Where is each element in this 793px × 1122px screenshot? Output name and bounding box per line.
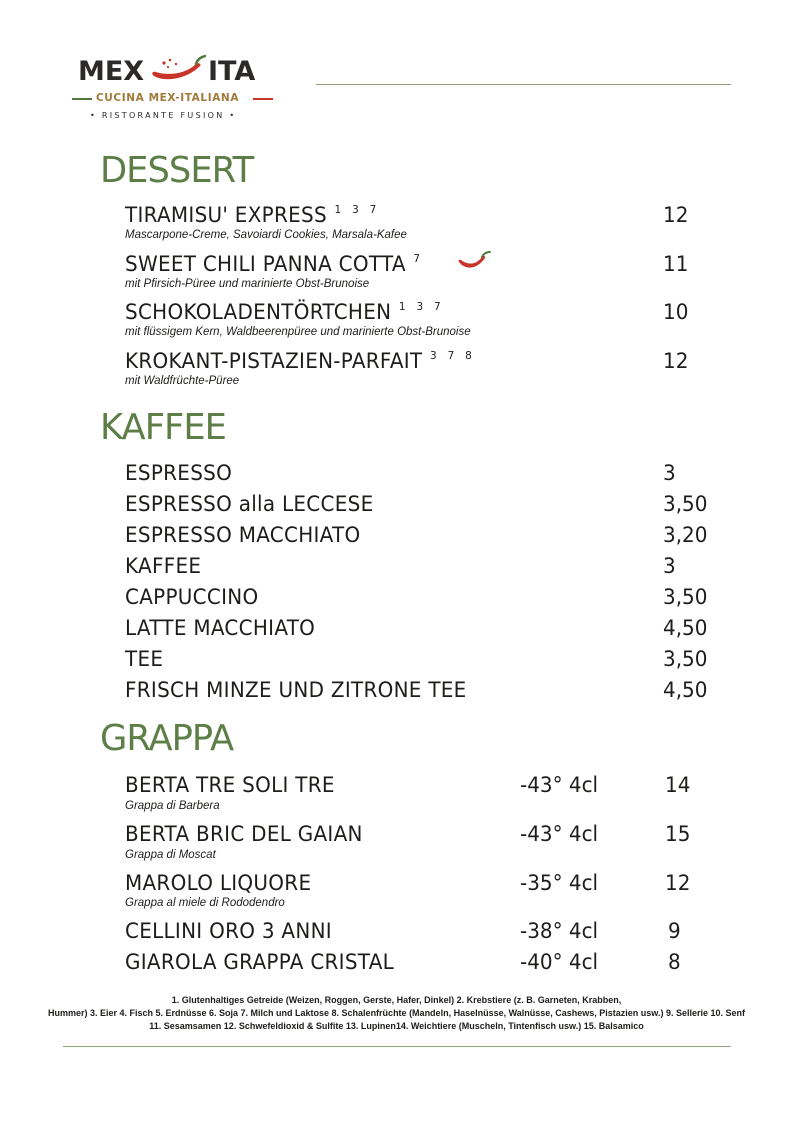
- menu-item-price: 3,50: [663, 492, 708, 516]
- menu-item-price: 3: [663, 461, 676, 485]
- allergen-codes: 3 7 8: [429, 349, 476, 362]
- menu-item-volume: -40° 4cl: [520, 950, 599, 974]
- logo-rule-right: [253, 98, 273, 100]
- menu-item-name: CAPPUCCINO: [125, 585, 259, 609]
- allergen-codes: 1 3 7: [334, 203, 381, 216]
- chili-pepper-icon: [457, 250, 491, 272]
- menu-item-name: ESPRESSO: [125, 461, 233, 485]
- logo-tagline: • RISTORANTE FUSION •: [90, 111, 237, 120]
- menu-item-name: CELLINI ORO 3 ANNI: [125, 919, 332, 943]
- menu-item-description: Grappa al miele di Rododendro: [125, 897, 285, 909]
- menu-item-name: FRISCH MINZE UND ZITRONE TEE: [125, 678, 467, 702]
- footnote-line: 1. Glutenhaltiges Getreide (Weizen, Roggen, Gerste, Hafer, Dinkel) 2. Krebstiere (z. B. Garneten, Krabben,: [171, 995, 622, 1005]
- logo-chili-icon: [150, 54, 206, 84]
- restaurant-logo: [72, 56, 282, 126]
- footnote-line: 11. Sesamsamen 12. Schwefeldioxid & Sulfite 13. Lupinen14. Weichtiere (Muscheln, Tintenfisch usw.) 15. Balsamico: [149, 1021, 644, 1031]
- allergen-footnote: [40, 994, 753, 1033]
- menu-item-name: KROKANT-PISTAZIEN-PARFAIT $^{3 7 8}$: [125, 349, 476, 373]
- menu-item-price: 9: [668, 919, 681, 943]
- menu-item-name: MAROLO LIQUORE: [125, 871, 312, 895]
- menu-item-price: 3,50: [663, 647, 708, 671]
- menu-item-price: 12: [663, 349, 689, 373]
- menu-item-name: TEE: [125, 647, 164, 671]
- menu-item-name: SCHOKOLADENTÖRTCHEN $^{1 3 7}$: [125, 300, 445, 324]
- menu-item-volume: -43° 4cl: [520, 822, 599, 846]
- logo-subtitle: CUCINA MEX-ITALIANA: [96, 92, 240, 104]
- menu-item-volume: -43° 4cl: [520, 773, 599, 797]
- footer-divider: [63, 1046, 731, 1047]
- menu-item-description: mit flüssigem Kern, Waldbeerenpüree und marinierte Obst-Brunoise: [125, 326, 471, 338]
- section-title-grappa: GRAPPA: [100, 718, 234, 759]
- menu-item-description: mit Pfirsich-Püree und marinierte Obst-Brunoise: [125, 278, 370, 290]
- section-title-kaffee: KAFFEE: [100, 407, 226, 448]
- menu-item-price: 3,20: [663, 523, 708, 547]
- menu-item-name: SWEET CHILI PANNA COTTA $^7$: [125, 252, 424, 276]
- menu-item-name: BERTA TRE SOLI TRE: [125, 773, 335, 797]
- menu-item-price: 11: [663, 252, 689, 276]
- menu-item-price: 8: [668, 950, 681, 974]
- menu-item-description: mit Waldfrüchte-Püree: [125, 375, 240, 387]
- menu-item-price: 14: [665, 773, 691, 797]
- menu-item-price: 15: [665, 822, 691, 846]
- menu-item-price: 12: [663, 203, 689, 227]
- menu-item-name: ESPRESSO MACCHIATO: [125, 523, 361, 547]
- section-title-dessert: DESSERT: [100, 150, 254, 191]
- menu-item-volume: -35° 4cl: [520, 871, 599, 895]
- logo-name-right: ITA: [208, 56, 256, 87]
- menu-item-name: ESPRESSO alla LECCESE: [125, 492, 374, 516]
- allergen-codes: 7: [413, 252, 424, 265]
- menu-item-price: 3: [663, 554, 676, 578]
- allergen-codes: 1 3 7: [398, 300, 445, 313]
- menu-item-name: KAFFEE: [125, 554, 202, 578]
- logo-name-left: MEX: [78, 56, 145, 87]
- logo-rule-left: [72, 98, 92, 100]
- menu-item-description: Grappa di Moscat: [125, 849, 216, 861]
- menu-item-name: GIAROLA GRAPPA CRISTAL: [125, 950, 395, 974]
- menu-item-description: Mascarpone-Creme, Savoiardi Cookies, Marsala-Kafee: [125, 229, 407, 241]
- menu-item-price: 4,50: [663, 678, 708, 702]
- menu-item-name: LATTE MACCHIATO: [125, 616, 316, 640]
- logo-wordmark: [78, 56, 256, 87]
- menu-item-name: BERTA BRIC DEL GAIAN: [125, 822, 363, 846]
- header-divider: [316, 84, 731, 85]
- footnote-line: Hummer) 3. Eier 4. Fisch 5. Erdnüsse 6. Soja 7. Milch und Laktose 8. Schalenfrüchte (Mandeln, Haselnüsse, Walnüsse, Cashews, Pistazien usw.) 9. Sellerie 10. Senf: [47, 1008, 746, 1018]
- menu-item-price: 3,50: [663, 585, 708, 609]
- menu-item-price: 10: [663, 300, 689, 324]
- menu-item-name: TIRAMISU' EXPRESS $^{1 3 7}$: [125, 203, 381, 227]
- menu-item-price: 12: [665, 871, 691, 895]
- menu-item-volume: -38° 4cl: [520, 919, 599, 943]
- menu-item-description: Grappa di Barbera: [125, 800, 220, 812]
- menu-item-price: 4,50: [663, 616, 708, 640]
